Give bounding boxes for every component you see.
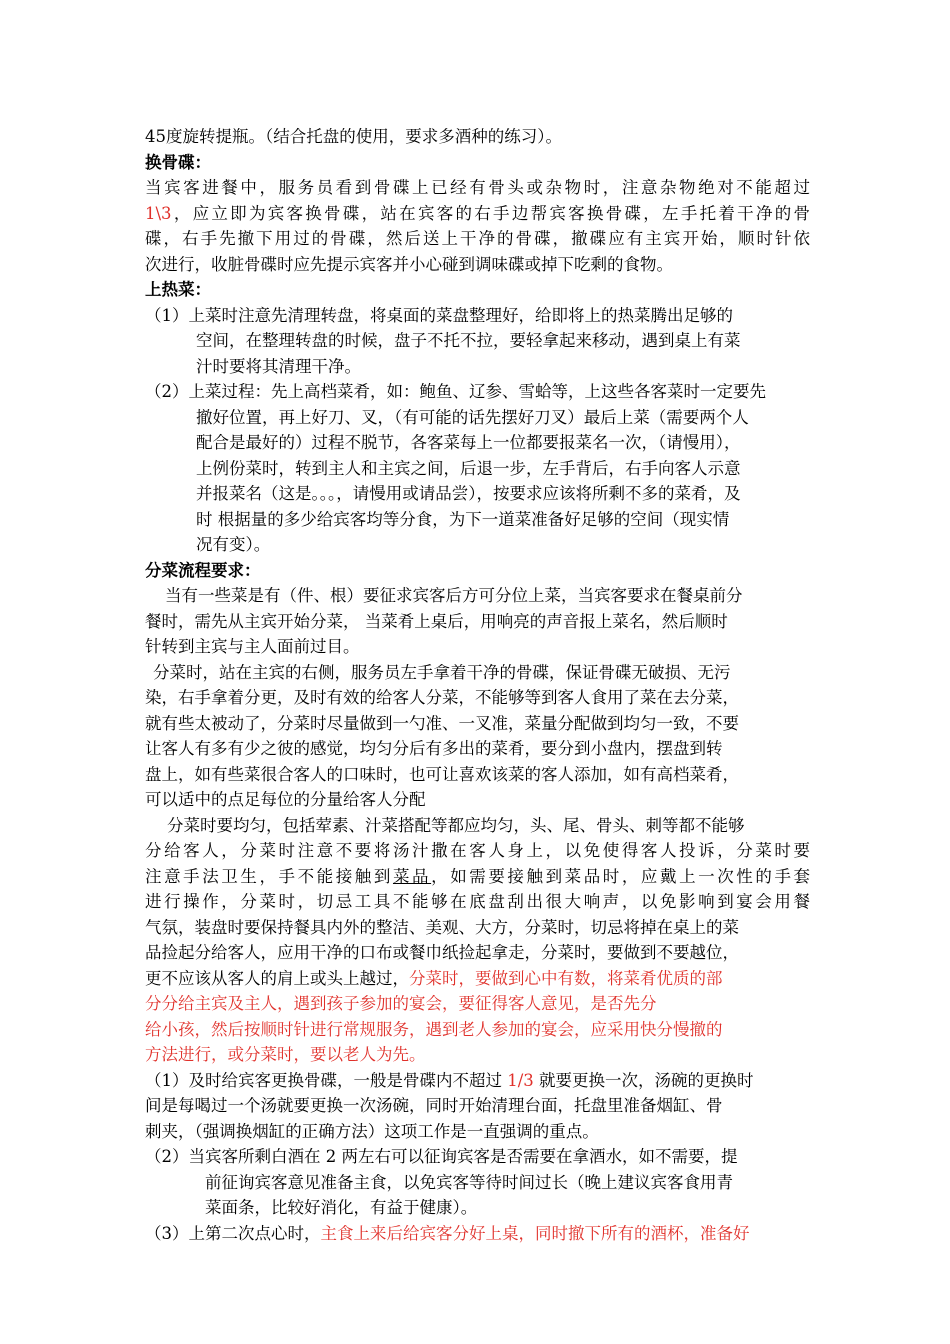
text-span: （3）上第二次点心时， (145, 1223, 321, 1243)
highlight-text: 1\3 (145, 203, 172, 223)
highlight-text: 分菜时，要做到心中有数，将菜肴优质的部 (409, 968, 723, 988)
text-line: 品捡起分给客人，应用干净的口布或餐巾纸捡起拿走，分菜时，要做到不要越位， (145, 943, 739, 962)
text-span: 就要更换一次，汤碗的更换时 (533, 1070, 754, 1090)
text-line: 让客人有多有少之彼的感觉，均匀分后有多出的菜肴，要分到小盘内，摆盘到转 (145, 739, 723, 758)
text-line: 次进行，收脏骨碟时应先提示宾客并小心碰到调味碟或掉下吃剩的食物。 (145, 254, 673, 274)
text-span: ，应立即为宾客换骨碟，站在宾客的右手边帮宾客换骨碟，左手托着干净的骨 (171, 203, 810, 223)
text-line: 可以适中的点足每位的分量给客人分配 (145, 790, 426, 809)
text-span: ，如需要接触到菜品时，应戴上一次性的手套 (431, 866, 811, 886)
text-span: 注意手法卫生，手不能接触到 (145, 866, 393, 886)
paragraph-first-line: 分菜时，站在主宾的右侧，服务员左手拿着干净的骨碟，保证骨碟无破损、无污 (153, 662, 731, 682)
section-heading-change-bone-plate: 换骨碟： (145, 152, 211, 172)
text-line: 况有变）。 (196, 535, 271, 554)
text-span: （1）及时给宾客更换骨碟，一般是骨碟内不超过 (145, 1070, 508, 1090)
text-line: 45度旋转提瓶。（结合托盘的使用，要求多酒种的练习）。 (145, 127, 562, 146)
text-line: 染，右手拿着分更，及时有效的给客人分菜，不能够等到客人食用了菜在去分菜， (145, 688, 739, 707)
list-item-1 (145, 1068, 810, 1094)
highlight-line: 方法进行，或分菜时，要以老人为先。 (145, 1045, 426, 1064)
text-line: 分给客人，分菜时注意不要将汤汁撒在客人身上，以免使得客人投诉，分菜时要 (145, 841, 810, 860)
highlight-line: 给小孩，然后按顺时针进行常规服务，遇到老人参加的宴会，应采用快分慢撤的 (145, 1019, 723, 1039)
text-line: 针转到主宾与主人面前过目。 (145, 637, 360, 656)
text-line: 空间，在整理转盘的时候，盘子不托不拉，要轻拿起来移动，遇到桌上有菜 (196, 331, 741, 350)
text-line: 并报菜名（这是。。。，请慢用或请品尝），按要求应该将所剩不多的菜肴，及 (196, 484, 741, 503)
text-line: 前征询宾客意见准备主食，以免宾客等待时间过长（晚上建议宾客食用青 (205, 1172, 733, 1192)
list-item-2: （2）当宾客所剩白酒在 2 两左右可以征询宾客是否需要在拿酒水，如不需要，提 (145, 1147, 738, 1166)
text-line: 当宾客进餐中，服务员看到骨碟上已经有骨头或杂物时，注意杂物绝对不能超过 (145, 178, 810, 197)
text-line (145, 966, 810, 992)
text-line: 就有些太被动了，分菜时尽量做到一勺准、一叉准，菜量分配做到均匀一致，不要 (145, 713, 739, 733)
text-line: 汁时要将其清理干净。 (196, 356, 361, 376)
text-line: 碟，右手先撤下用过的骨碟，然后送上干净的骨碟，撤碟应有主宾开始，顺时针依 (145, 229, 810, 248)
text-line: 餐时，需先从主宾开始分菜， 当菜肴上桌后，用响亮的声音报上菜名，然后顺时 (145, 611, 728, 631)
text-line (145, 201, 810, 227)
text-line: 上例份菜时，转到主人和主宾之间，后退一步，左手背后，右手向客人示意 (196, 458, 741, 478)
highlight-text: 主食上来后给宾客分好上桌，同时撤下所有的酒杯，准备好 (320, 1223, 750, 1243)
text-line: 盘上，如有些菜很合客人的口味时，也可让喜欢该菜的客人添加，如有高档菜肴， (145, 764, 739, 784)
text-line: 菜面条，比较好消化，有益于健康）。 (205, 1198, 478, 1217)
list-item-2: （2）上菜过程：先上高档菜肴，如：鲍鱼、辽参、雪蛤等，上这些各客菜时一定要先 (145, 382, 766, 401)
text-line: 刺夹，（强调换烟缸的正确方法）这项工作是一直强调的重点。 (145, 1121, 599, 1141)
text-line: 气氛，装盘时要保持餐具内外的整洁、美观、大方，分菜时，切忌将掉在桌上的菜 (145, 917, 739, 937)
section-heading-serve-hot-dishes: 上热菜： (145, 280, 211, 299)
paragraph-first-line: 当有一些菜是有（件、根）要征求宾客后方可分位上菜，当宾客要求在餐桌前分 (165, 586, 743, 605)
text-line: 时 根据量的多少给宾客均等分食，为下一道菜准备好足够的空间（现实情 (196, 509, 730, 529)
text-line: 进行操作，分菜时，切忌工具不能够在底盘刮出很大响声，以免影响到宴会用餐 (145, 892, 810, 911)
underlined-text: 菜品 (392, 866, 432, 886)
text-line (145, 864, 810, 890)
highlight-text: 1/3 (507, 1070, 534, 1090)
document-body (145, 124, 810, 1246)
text-line: 间是每喝过一个汤就要更换一次汤碗，同时开始清理台面，托盘里准备烟缸、骨 (145, 1096, 723, 1115)
text-span: 更不应该从客人的肩上或头上越过， (145, 968, 409, 988)
paragraph-first-line: 分菜时要均匀，包括荤素、汁菜搭配等都应均匀，头、尾、骨头、刺等都不能够 (167, 815, 745, 835)
list-item-1: （1）上菜时注意先清理转盘，将桌面的菜盘整理好，给即将上的热菜腾出足够的 (145, 305, 733, 325)
highlight-line: 分分给主宾及主人，遇到孩子参加的宴会，要征得客人意见，是否先分 (145, 994, 657, 1013)
section-heading-serving-process: 分菜流程要求： (145, 560, 261, 580)
text-line: 配合是最好的）过程不脱节，各客菜每上一位都要报菜名一次，（请慢用）， (196, 433, 741, 452)
list-item-3 (145, 1221, 810, 1247)
text-line: 撤好位置，再上好刀、叉，（有可能的话先摆好刀叉）最后上菜（需要两个人 (196, 407, 749, 427)
